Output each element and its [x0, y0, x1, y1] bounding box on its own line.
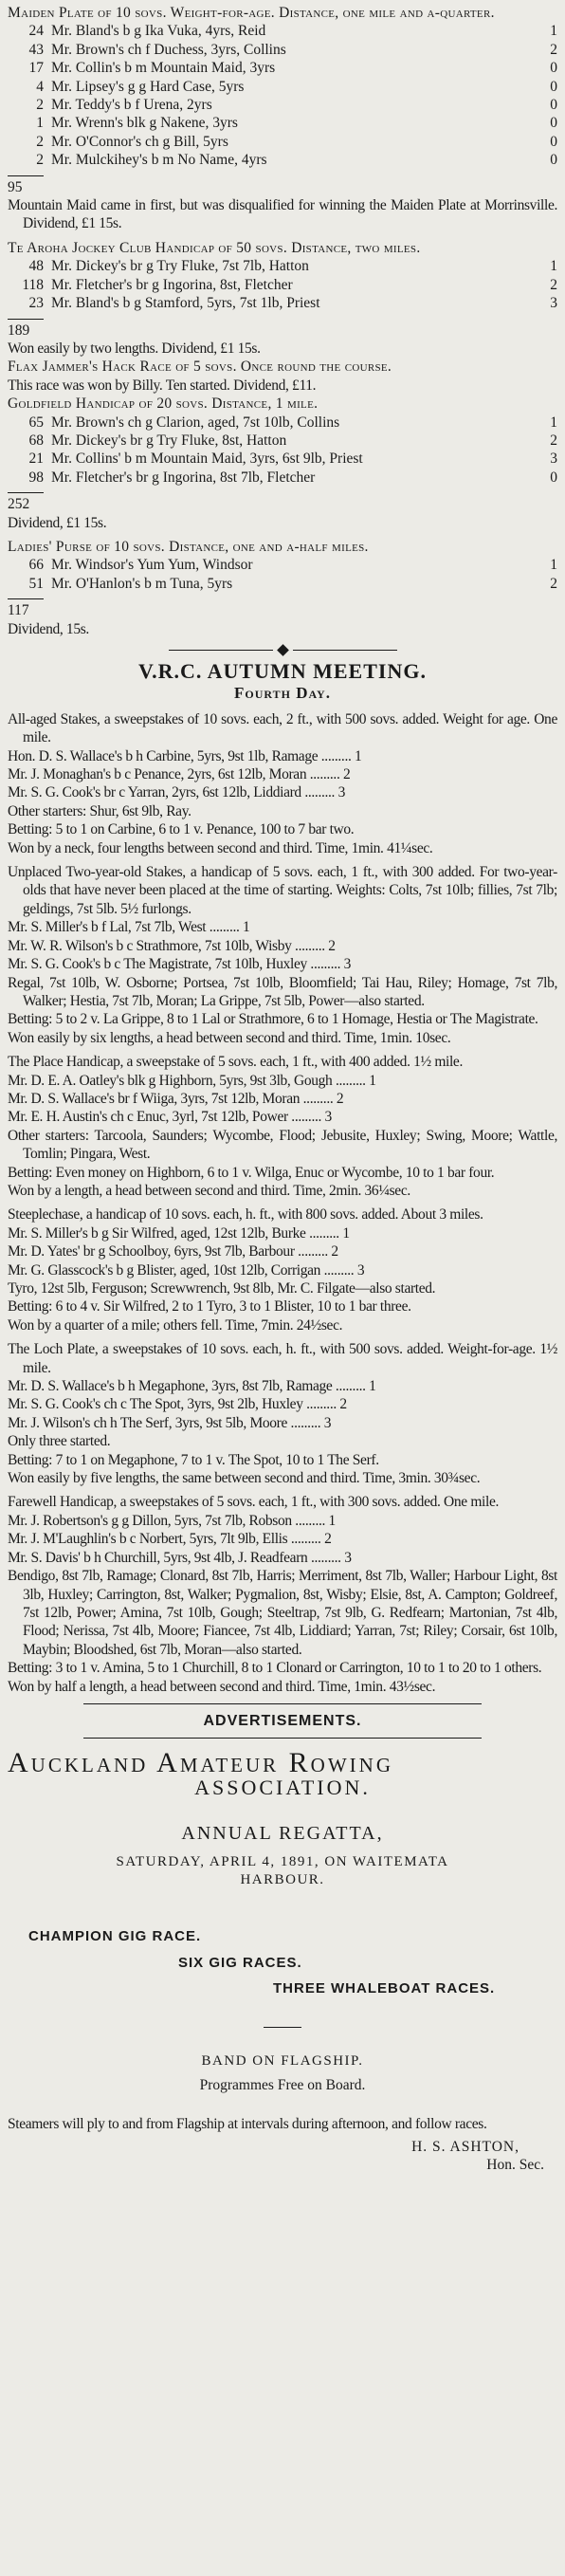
ads-rule-top: [83, 1703, 482, 1704]
total-rule: [8, 319, 44, 320]
entry-number: 23: [28, 295, 44, 312]
entry-row: [8, 257, 557, 275]
te-aroha-section: [8, 239, 557, 358]
result-line: Mr. S. G. Cook's ch c The Spot, 3yrs, 9st 2lb, Huxley ......... 2: [8, 1396, 347, 1413]
entry-row: [8, 59, 557, 77]
regatta-place: HARBOUR.: [240, 1871, 325, 1887]
race-header: Maiden Plate of 10 sovs. Weight-for-age. Distance, one mile and a-quarter.: [8, 5, 495, 21]
race-note: Dividend, 15s.: [8, 620, 89, 637]
all-aged-stakes: [8, 710, 557, 857]
other-starters: Other starters: Tarcoola, Saunders; Wycombe, Flood; Jebusite, Huxley; Swing, Moore; Wattle, Tomlin; Pingara, West.: [8, 1127, 557, 1163]
result-line: Mr. S. Davis' b h Churchill, 5yrs, 9st 4lb, J. Readfearn ......... 3: [8, 1549, 352, 1566]
result-line: Mr. S. G. Cook's b c The Magistrate, 7st 10lb, Huxley ......... 3: [8, 956, 352, 973]
advert-rule: [264, 2027, 301, 2028]
total-count: 252: [8, 496, 30, 513]
betting-line: Betting: 3 to 1 v. Amina, 5 to 1 Churchill, 8 to 1 Clonard or Carrington, 10 to 1 to 20 to 1 others.: [8, 1660, 542, 1677]
entry-place: 2: [550, 432, 557, 449]
loch-plate: [8, 1340, 557, 1487]
win-summary: Won by a length, a head between second and third. Time, 2min. 36¼sec.: [8, 1182, 410, 1199]
entry-number: 66: [28, 557, 44, 574]
entry-place: 0: [550, 133, 557, 150]
section-title: V.R.C. AUTUMN MEETING.: [138, 659, 427, 683]
result-line: Mr. D. Yates' br g Schoolboy, 6yrs, 9st 7lb, Barbour ......... 2: [8, 1243, 338, 1260]
betting-line: Betting: Even money on Highborn, 6 to 1 v. Wilga, Enuc or Wycombe, 10 to 1 bar four.: [8, 1164, 495, 1181]
entry-list: [8, 414, 557, 488]
entry-number: 65: [28, 414, 44, 431]
other-starters: Tyro, 12st 5lb, Ferguson; Screwwrench, 9st 8lb, Mr. C. Filgate—also started.: [8, 1280, 436, 1297]
entry-place: 2: [550, 575, 557, 592]
entry-number: 2: [36, 97, 44, 114]
entry-list: [8, 257, 557, 312]
entry-row: [8, 432, 557, 450]
entry-row: [8, 469, 557, 487]
result-line: Mr. E. H. Austin's ch c Enuc, 3yrl, 7st 12lb, Power ......... 3: [8, 1109, 332, 1126]
race-header: Farewell Handicap, a sweepstakes of 5 sovs. each, 1 ft., with 300 sovs. added. One mile.: [8, 1494, 500, 1511]
entry-text: Mr. Lipsey's g g Hard Case, 5yrs: [51, 78, 245, 95]
entry-place: 1: [550, 23, 557, 40]
entry-place: 1: [550, 557, 557, 574]
regatta-date: SATURDAY, APRIL 4, 1891, ON WAITEMATA: [116, 1853, 449, 1869]
advertisements-heading: ADVERTISEMENTS.: [203, 1712, 362, 1729]
race-header: The Place Handicap, a sweepstake of 5 sovs. each, 1 ft., with 400 added. 1½ mile.: [8, 1054, 463, 1071]
entry-row: [8, 294, 557, 312]
band-notice: BAND ON FLAGSHIP.: [201, 2052, 364, 2069]
entry-row: [8, 450, 557, 468]
entry-number: 43: [28, 41, 44, 58]
entry-row: [8, 96, 557, 114]
betting-line: Betting: 6 to 4 v. Sir Wilfred, 2 to 1 Tyro, 3 to 1 Blister, 10 to 1 bar three.: [8, 1298, 411, 1316]
ladies-purse-section: [8, 538, 557, 638]
entry-text: Mr. Dickey's br g Try Fluke, 7st 7lb, Hatton: [51, 258, 309, 275]
entry-row: [8, 276, 557, 294]
entry-text: Mr. Windsor's Yum Yum, Windsor: [51, 557, 253, 574]
entry-text: Mr. Bland's b g Ika Vuka, 4yrs, Reid: [51, 23, 266, 40]
race-item: SIX GIG RACES.: [178, 1954, 302, 1971]
race-header: Goldfield Handicap of 20 sovs. Distance, 1 mile.: [8, 396, 319, 413]
race-header: Flax Jammer's Hack Race of 5 sovs. Once round the course.: [8, 359, 392, 376]
entry-number: 17: [28, 60, 44, 77]
win-summary: Won by a quarter of a mile; others fell. Time, 7min. 24½sec.: [8, 1316, 343, 1334]
total-rule: [8, 175, 44, 176]
result-line: Mr. J. M'Laughlin's b c Norbert, 5yrs, 7lt 9lb, Ellis ......... 2: [8, 1531, 332, 1548]
entry-place: 2: [550, 276, 557, 293]
entry-text: Mr. Fletcher's br g Ingorina, 8st 7lb, Fletcher: [51, 469, 316, 486]
result-line: Mr. D. E. A. Oatley's blk g Highborn, 5yrs, 9st 3lb, Gough ......... 1: [8, 1072, 376, 1089]
other-starters: Regal, 7st 10lb, W. Osborne; Portsea, 7st 10lb, Bloomfield; Tai Hau, Riley; Homage, 7st 7lb, Walker; Hestia, 7st 7lb, Moran; La Grippe, 7st 5lb, Power—also started.: [8, 974, 557, 1009]
entry-list: [8, 22, 557, 169]
race-note: Won easily by two lengths. Dividend, £1 15s.: [8, 340, 261, 357]
entry-row: [8, 151, 557, 169]
race-note: Dividend, £1 15s.: [8, 514, 107, 531]
entry-place: 0: [550, 78, 557, 95]
entry-text: Mr. O'Connor's ch g Bill, 5yrs: [51, 133, 228, 150]
total-count: 117: [8, 602, 29, 619]
maiden-plate-section: [8, 4, 557, 233]
result-line: Mr. S. Miller's b g Sir Wilfred, aged, 12st 12lb, Burke ......... 1: [8, 1224, 350, 1242]
entry-number: 21: [28, 451, 44, 468]
result-line: Mr. J. Monaghan's b c Penance, 2yrs, 6st 12lb, Moran ......... 2: [8, 766, 351, 783]
race-header: Unplaced Two-year-old Stakes, a handicap of 5 sovs. each, 1 ft., with 300 added. For two-year-olds that have never been placed at the time of starting. Weights: Colts, 7st 10lb; fillies, 7st 7lb; geldings, 7st 5lb. 5½ furlongs.: [8, 864, 557, 917]
steeplechase: [8, 1205, 557, 1334]
club-name: Auckland Amateur Rowing: [8, 1747, 393, 1779]
other-starters: Other starters: Shur, 6st 9lb, Ray.: [8, 802, 191, 819]
entry-number: 98: [28, 469, 44, 486]
result-line: Mr. J. Wilson's ch h The Serf, 3yrs, 9st 5lb, Moore ......... 3: [8, 1414, 332, 1431]
entry-place: 0: [550, 60, 557, 77]
result-line: Hon. D. S. Wallace's b h Carbine, 5yrs, 9st 1lb, Ramage ......... 1: [8, 747, 362, 764]
entry-text: Mr. O'Hanlon's b m Tuna, 5yrs: [51, 575, 233, 592]
entry-number: 118: [22, 276, 44, 293]
entry-number: 4: [36, 78, 44, 95]
entry-place: 3: [550, 295, 557, 312]
result-line: Mr. S. Miller's b f Lal, 7st 7lb, West ......... 1: [8, 919, 250, 936]
entry-place: 0: [550, 115, 557, 132]
result-line: Mr. S. G. Cook's br c Yarran, 2yrs, 6st 12lb, Liddiard ......... 3: [8, 784, 345, 801]
race-item: THREE WHALEBOAT RACES.: [273, 1980, 496, 1997]
race-list: [8, 1927, 557, 1997]
entry-place: 0: [550, 469, 557, 486]
entry-row: [8, 114, 557, 132]
day-title: Fourth Day.: [234, 684, 331, 703]
race-header: Ladies' Purse of 10 sovs. Distance, one and a-half miles.: [8, 538, 369, 555]
result-line: Mr. J. Robertson's g g Dillon, 5yrs, 7st 7lb, Robson ......... 1: [8, 1512, 336, 1529]
entry-list: [8, 556, 557, 593]
entry-place: 3: [550, 451, 557, 468]
race-note: This race was won by Billy. Ten started. Dividend, £11.: [8, 377, 317, 394]
entry-number: 68: [28, 432, 44, 449]
goldfield-section: [8, 395, 557, 532]
other-starters: Only three started.: [8, 1433, 111, 1450]
steamers-notice: Steamers will ply to and from Flagship at intervals during afternoon, and follow races.: [8, 2116, 487, 2133]
win-summary: Won by a neck, four lengths between second and third. Time, 1min. 41¼sec.: [8, 839, 433, 856]
flax-jammer-section: [8, 358, 557, 395]
section-divider: [8, 646, 557, 654]
entry-place: 1: [550, 414, 557, 431]
entry-text: Mr. Collin's b m Mountain Maid, 3yrs: [51, 60, 276, 77]
entry-number: 24: [28, 23, 44, 40]
entry-place: 0: [550, 97, 557, 114]
entry-place: 2: [550, 41, 557, 58]
race-header: All-aged Stakes, a sweepstakes of 10 sovs. each, 2 ft., with 500 sovs. added. Weight for age. One mile.: [8, 710, 557, 746]
race-header: Te Aroha Jockey Club Handicap of 50 sovs. Distance, two miles.: [8, 239, 421, 256]
entry-row: [8, 22, 557, 40]
result-line: Mr. W. R. Wilson's b c Strathmore, 7st 10lb, Wisby ......... 2: [8, 937, 336, 954]
entry-number: 1: [36, 115, 44, 132]
other-starters: Bendigo, 8st 7lb, Ramage; Clonard, 8st 7lb, Harris; Merriment, 8st 7lb, Waller; Harbour Light, 8st 3lb, Huxley; Carrington, 8st, Walker; Pygmalion, 8st, Wisby; Elsie, 8st, A. Campton; Goldreef, 7st 12lb, Power; Amina, 7st 10lb, Gough; Steeltrap, 7st 9lb, G. Redfearn; Martonian, 7st 4lb, Flood; Nerissa, 7st 4lb, Moore; Fiancee, 7st 4lb, Liddiard; Yarran, 7st; Riley; Corsair, 6st 10lb, Maybin; Bloodshed, 6st 7lb, Moran—also started.: [8, 1568, 557, 1658]
ads-rule-bottom: [83, 1738, 482, 1739]
result-line: Mr. G. Glasscock's b g Blister, aged, 10st 12lb, Corrigan ......... 3: [8, 1261, 365, 1279]
regatta-title: ANNUAL REGATTA,: [181, 1823, 384, 1845]
entry-text: Mr. Fletcher's br g Ingorina, 8st, Fletcher: [51, 276, 293, 293]
betting-line: Betting: 5 to 1 on Carbine, 6 to 1 v. Penance, 100 to 7 bar two.: [8, 821, 355, 838]
entry-place: 1: [550, 258, 557, 275]
entry-row: [8, 414, 557, 432]
betting-line: Betting: 7 to 1 on Megaphone, 7 to 1 v. The Spot, 10 to 1 The Serf.: [8, 1451, 379, 1468]
entry-row: [8, 575, 557, 593]
race-item: CHAMPION GIG RACE.: [28, 1928, 202, 1945]
race-header: The Loch Plate, a sweepstakes of 10 sovs. each, h. ft., with 500 sovs. added. Weight-for-age. 1½ mile.: [8, 1341, 557, 1376]
rowing-regatta-advert: [8, 1747, 557, 2174]
entry-number: 48: [28, 258, 44, 275]
entry-number: 2: [36, 133, 44, 150]
entry-row: [8, 133, 557, 151]
win-summary: Won easily by six lengths, a head between second and third. Time, 1min. 10sec.: [8, 1029, 451, 1046]
entry-text: Mr. Teddy's b f Urena, 2yrs: [51, 97, 212, 114]
entry-text: Mr. Mulckihey's b m No Name, 4yrs: [51, 152, 267, 169]
entry-row: [8, 41, 557, 59]
secretary-name: H. S. ASHTON,: [411, 2138, 519, 2155]
total-rule: [8, 492, 44, 493]
entry-place: 0: [550, 152, 557, 169]
programmes-notice: Programmes Free on Board.: [199, 2077, 366, 2093]
race-header: Steeplechase, a handicap of 10 sovs. each, h. ft., with 800 sovs. added. About 3 miles.: [8, 1206, 483, 1224]
entry-text: Mr. Collins' b m Mountain Maid, 3yrs, 6st 9lb, Priest: [51, 451, 363, 468]
entry-number: 51: [28, 575, 44, 592]
entry-text: Mr. Wrenn's blk g Nakene, 3yrs: [51, 115, 238, 132]
entry-number: 2: [36, 152, 44, 169]
place-handicap: [8, 1053, 557, 1200]
club-name-cont: ASSOCIATION.: [194, 1775, 371, 1799]
total-rule: [8, 598, 44, 599]
total-count: 95: [8, 178, 23, 195]
secretary-title: Hon. Sec.: [486, 2157, 544, 2174]
win-summary: Won easily by five lengths, the same between second and third. Time, 3min. 30¾sec.: [8, 1470, 481, 1487]
race-note: Mountain Maid came in first, but was disqualified for winning the Maiden Plate at Morrinsville. Dividend, £1 15s.: [8, 197, 557, 232]
entry-text: Mr. Brown's ch f Duchess, 3yrs, Collins: [51, 41, 286, 58]
entry-text: Mr. Brown's ch g Clarion, aged, 7st 10lb, Collins: [51, 414, 340, 431]
unplaced-two-year-old-stakes: [8, 863, 557, 1047]
win-summary: Won by half a length, a head between second and third. Time, 1min. 43½sec.: [8, 1678, 436, 1695]
result-line: Mr. D. S. Wallace's br f Wiiga, 3yrs, 7st 12lb, Moran ......... 2: [8, 1090, 344, 1107]
entry-row: [8, 78, 557, 96]
result-line: Mr. D. S. Wallace's b h Megaphone, 3yrs, 8st 7lb, Ramage ......... 1: [8, 1378, 376, 1395]
entry-text: Mr. Dickey's br g Try Fluke, 8st, Hatton: [51, 432, 287, 449]
farewell-handicap: [8, 1493, 557, 1695]
entry-row: [8, 556, 557, 574]
entry-text: Mr. Bland's b g Stamford, 5yrs, 7st 1lb, Priest: [51, 295, 320, 312]
betting-line: Betting: 5 to 2 v. La Grippe, 8 to 1 Lal or Strathmore, 6 to 1 Homage, Hestia or The Magistrate.: [8, 1011, 538, 1028]
total-count: 189: [8, 322, 30, 339]
